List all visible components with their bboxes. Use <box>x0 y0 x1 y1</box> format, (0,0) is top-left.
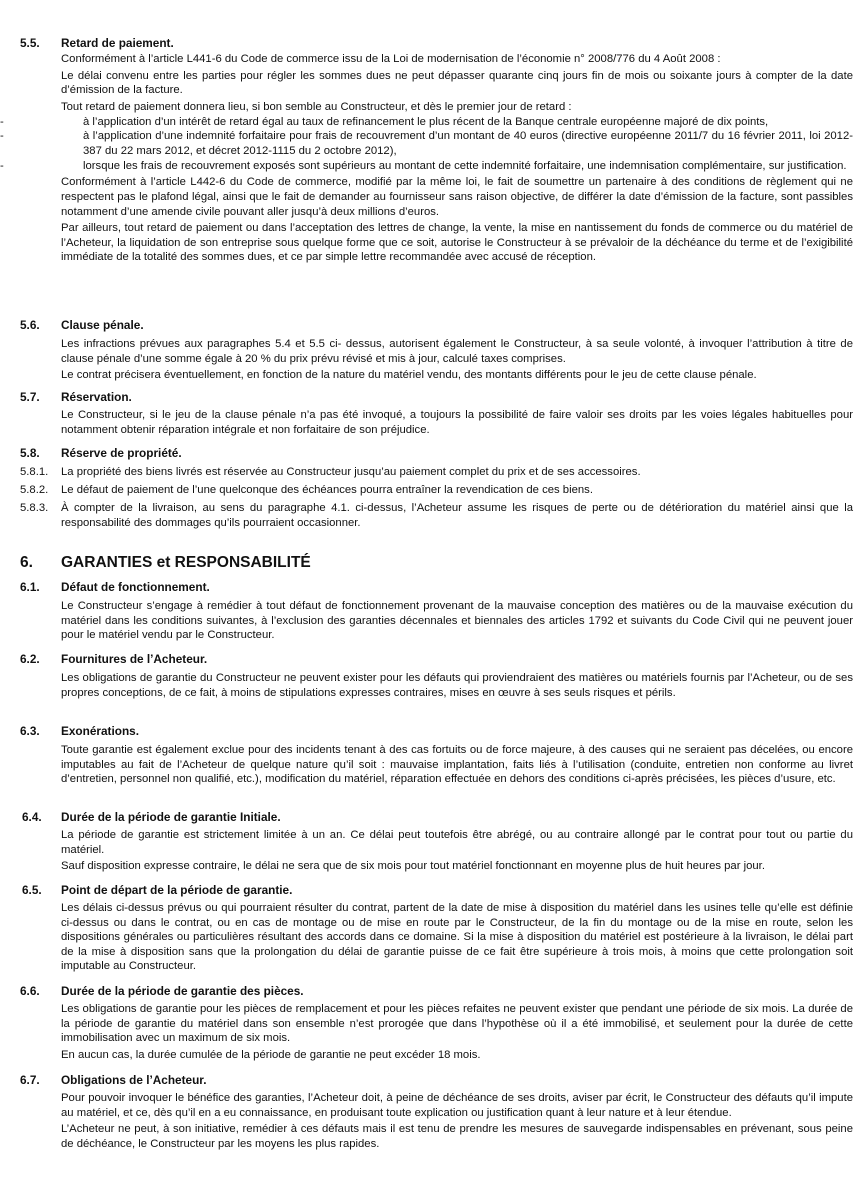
section-number: 5.7. <box>20 390 40 404</box>
bullet-mark: - <box>0 115 4 128</box>
section-5-7-body <box>61 408 853 439</box>
list-item <box>0 115 853 130</box>
section-5-5-body <box>0 52 853 267</box>
section-title: Défaut de fonctionnement. <box>61 580 210 594</box>
section-title: Durée de la période de garantie Initiale. <box>61 810 281 824</box>
section-number: 6.5. <box>22 883 42 897</box>
subsection-number: 5.8.2. <box>20 484 49 496</box>
section-number: 5.6. <box>20 318 40 332</box>
bullet-list <box>0 115 853 173</box>
subsection-number: 5.8.1. <box>20 466 49 478</box>
list-item <box>0 129 853 158</box>
paragraph: Les délais ci-dessus prévus ou qui pourraient résulter du contrat, partent de la date de mise à disposition du matériel dans les usines telle qu’elle est définie ci-dessus ou dans le contrat, ou en cas de montage ou de mise en route par le Constructeur, de la fin du montage ou de la mise en route, selon les dispositions générales ou particulières résultant des accords dans ce domaine. Si la mise à disposition du matériel est postérieure à la livraison, le délai part de la mise à disposition sans que la prolongation du délai de garantie puisse de ce fait être supérieure à trois mois, à moins que cette prolongation soit imputable au Constructeur. <box>61 902 853 973</box>
paragraph: Le contrat précisera éventuellement, en fonction de la nature du matériel vendu, des montants différents pour le jeu de cette clause pénale. <box>61 369 757 382</box>
list-item-text: à l’application d’un intérêt de retard égal au taux de refinancement le plus récent de la Banque centrale européenne majoré de dix points, <box>83 115 769 128</box>
section-number: 6.1. <box>20 580 40 594</box>
paragraph: Conformément à l’article L442-6 du Code de commerce, modifié par la même loi, le fait de soumettre un partenaire à des conditions de règlement qui ne respectent pas le plafond légal, ainsi que le fait de demander au fournisseur sans raison objective, de différer la date d’émission de la facture, sont passibles notamment d’une amende civile pouvant aller jusqu’à deux millions d’euros. <box>61 176 853 218</box>
subsection-text: Le défaut de paiement de l’une quelconque des échéances pourra entraîner la revendication de ces biens. <box>61 484 593 496</box>
bullet-mark: - <box>0 130 4 143</box>
section-6-3-body <box>61 743 853 789</box>
paragraph: Tout retard de paiement donnera lieu, si bon semble au Constructeur, et dès le premier jour de retard : <box>61 101 572 114</box>
paragraph: Les obligations de garantie du Constructeur ne peuvent exister pour les défauts qui proviendraient des matières ou matériels fournis par l’Acheteur, ou de ses propres conceptions, de ce fait, à moins de stipulations expresses contraires, mises en œuvre à ses seuls risques et périls. <box>61 672 853 699</box>
subsection-text: La propriété des biens livrés est réservée au Constructeur jusqu’au paiement complet du prix et de ses accessoires. <box>61 466 641 478</box>
bullet-mark: - <box>0 159 4 172</box>
section-number: 6.3. <box>20 724 40 738</box>
paragraph: Conformément à l’article L441-6 du Code de commerce issu de la Loi de modernisation de l’économie n° 2008/776 du 4 Août 2008 : <box>61 53 721 65</box>
paragraph: Par ailleurs, tout retard de paiement ou dans l’acceptation des lettres de change, la vente, la mise en nantissement du fonds de commerce ou du matériel de l’Acheteur, la liquidation de son entreprise sous quelque forme que ce soit, autorise le Constructeur à se prévaloir de la déchéance du terme et de l’exigibilité immédiate de la totalité des sommes dues, et ce par simple lettre recommandée avec accusé de réception. <box>61 222 853 264</box>
paragraph: Sauf disposition expresse contraire, le délai ne sera que de six mois pour tout matériel fonctionnant en moyenne plus de huit heures par jour. <box>61 860 765 873</box>
subsection-number: 5.8.3. <box>20 502 49 514</box>
section-title: Point de départ de la période de garantie. <box>61 883 293 897</box>
paragraph: Le délai convenu entre les parties pour régler les sommes dues ne peut dépasser quarante cinq jours fin de mois ou soixante jours à compter de la date d’émission de la facture. <box>61 69 853 97</box>
section-title: Retard de paiement. <box>61 36 174 50</box>
list-item <box>0 159 853 174</box>
section-title: Exonérations. <box>61 724 140 738</box>
section-title: Clause pénale. <box>61 318 144 332</box>
section-title: Durée de la période de garantie des pièces. <box>61 984 304 998</box>
section-6-6-body <box>61 1002 853 1065</box>
chapter-number: 6. <box>20 554 33 571</box>
paragraph: La période de garantie est strictement limitée à un an. Ce délai peut toutefois être abrégé, ou au contraire allongé par le contrat pour tout ou partie du matériel. <box>61 829 853 856</box>
paragraph: Le Constructeur, si le jeu de la clause pénale n’a pas été invoqué, a toujours la possibilité de faire valoir ses droits par les voies légales habituelles pour notamment obtenir réparation intégrale et non forfaitaire de son préjudice. <box>61 409 853 436</box>
list-item-text: à l’application d’une indemnité forfaitaire pour frais de recouvrement d’un montant de 40 euros (directive européenne 2011/7 du 16 février 2011, loi 2012-387 du 22 mars 2012, et décret 2012-1115 du 2 octobre 2012), <box>83 130 853 157</box>
section-6-7-body <box>61 1091 853 1154</box>
section-title: Réservation. <box>61 390 132 404</box>
section-6-2-body <box>61 671 853 702</box>
section-number: 6.6. <box>20 984 40 998</box>
section-number: 6.2. <box>20 652 40 666</box>
paragraph: Les obligations de garantie pour les pièces de remplacement et pour les pièces refaites ne peuvent exister que pendant une période de six mois. La durée de la période de garantie du matériel dans son ensemble n’est prorogée que dans l’hypothèse où il a été immobilisé, et seulement pour la durée de cette immobilisation avec un maximum de six mois. <box>61 1003 853 1045</box>
section-6-1-body <box>61 599 853 645</box>
section-6-5-body <box>61 901 853 976</box>
paragraph: Le Constructeur s’engage à remédier à tout défaut de fonctionnement provenant de la mauvaise conception des matières ou de la mauvaise exécution du matériel dans les conditions suivantes, à l’exclusion des garanties décennales et biennales des articles 1792 et suivants du Code Civil qui ne peuvent jouer pour le matériel vendu par le Constructeur. <box>61 600 853 642</box>
section-number: 6.4. <box>22 810 42 824</box>
section-5-6-body <box>61 337 853 385</box>
section-6-4-body <box>61 828 853 876</box>
section-number: 6.7. <box>20 1073 40 1087</box>
chapter-title: GARANTIES et RESPONSABILITÉ <box>61 554 311 571</box>
subsection-text: À compter de la livraison, au sens du paragraphe 4.1. ci-dessus, l’Acheteur assume les risques de perte ou de détérioration du matériel ainsi que la responsabilité des dommages qu’ils pourraient occasionner. <box>61 502 853 529</box>
paragraph: En aucun cas, la durée cumulée de la période de garantie ne peut excéder 18 mois. <box>61 1048 481 1061</box>
section-title: Obligations de l’Acheteur. <box>61 1073 207 1087</box>
paragraph: Toute garantie est également exclue pour des incidents tenant à des cas fortuits ou de force majeure, à des causes qui ne seraient pas décelées, ou encore imputables au fait de l’Acheteur de quelque nature qu’il soit : mauvaise implantation, faits liés à l’utilisation (conduite, entretien non conforme au livret d’entretien, personnel non qualifié, etc.), modification du matériel, réparation effectuée en dehors des conditions ci-après précisées, les pièces d’usure, etc. <box>61 744 853 786</box>
section-title: Fournitures de l’Acheteur. <box>61 652 208 666</box>
paragraph: L’Acheteur ne peut, à son initiative, remédier à ces défauts mais il est tenu de prendre les mesures de sauvegarde indispensables en prévenant, sous peine de déchéance, le Constructeur par les moyens les plus rapides. <box>61 1123 853 1150</box>
section-title: Réserve de propriété. <box>61 446 182 460</box>
list-item-text: lorsque les frais de recouvrement exposés sont supérieurs au montant de cette indemnité forfaitaire, une indemnisation complémentaire, sur justification. <box>83 159 847 172</box>
section-number: 5.8. <box>20 446 40 460</box>
section-number: 5.5. <box>20 36 40 50</box>
paragraph: Les infractions prévues aux paragraphes 5.4 et 5.5 ci- dessus, autorisent également le Constructeur, à sa seule volonté, à invoquer l’attribution à titre de clause pénale d’une somme égale à 20 % du prix prévu révisé et mis à jour, calculé taxes comprises. <box>61 338 853 365</box>
paragraph: Pour pouvoir invoquer le bénéfice des garanties, l’Acheteur doit, à peine de déchéance de ses droits, aviser par écrit, le Constructeur des défauts qu’il impute au matériel, et ce, dès qu’il en a eu connaissance, en produisant toute explication ou justification quant à leur nature et à leur étendue. <box>61 1092 853 1119</box>
